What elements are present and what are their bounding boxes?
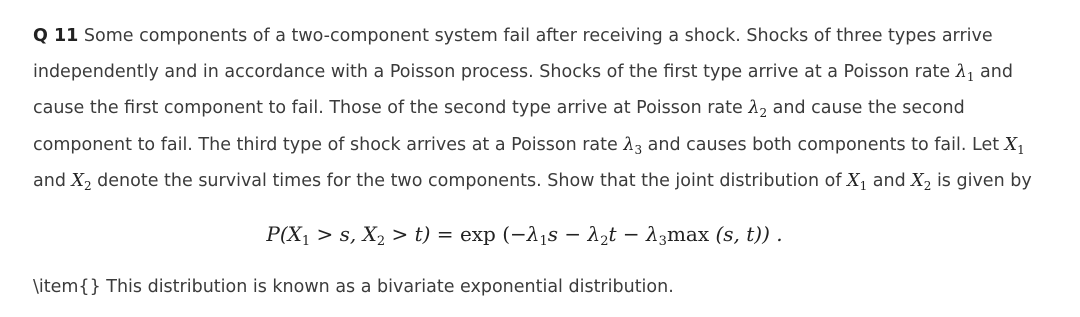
- joint-distribution-equation: $P(X_1 > s$, $X_2 > t) = \exp (-\lambda_1s - \lambda_2t - \lambda_3\max$ (s, t)) .: [266, 222, 783, 250]
- x1-variable: $X_1$: [1004, 134, 1025, 157]
- lambda-1: $\lambda_1$: [955, 62, 975, 85]
- question-text-7: and: [867, 170, 912, 191]
- x2-variable: $X_2$: [71, 170, 92, 193]
- x2-variable: $X_2$: [911, 170, 932, 193]
- footer-note: \item{} This distribution is known as a bivariate exponential distribution.: [33, 277, 674, 298]
- question-text-5: and: [33, 170, 72, 191]
- question-text-3: and cause the second component to fail. The third type of shock arrives at a Poisson rate: [33, 98, 965, 155]
- lambda-2: $\lambda_2$: [748, 98, 768, 121]
- question-paragraph: [33, 18, 1056, 199]
- x1-variable: $X_1$: [847, 170, 868, 193]
- question-text-6: denote the survival times for the two components. Show that the joint distribution of: [91, 170, 848, 191]
- question-label: Q 11: [33, 26, 79, 46]
- lambda-3: $\lambda_3$: [623, 134, 643, 157]
- question-text-4: and causes both components to fail. Let: [642, 134, 1005, 155]
- question-text-8: is given by: [931, 170, 1032, 191]
- question-text-2: and cause the first component to fail. Those of the second type arrive at Poisson rate: [33, 62, 1013, 119]
- question-text-1: Some components of a two-component system fail after receiving a shock. Shocks of three types arrive independently and in accordance with a Poisson process. Shocks of the first type arrive at a Poisson rate: [33, 26, 993, 83]
